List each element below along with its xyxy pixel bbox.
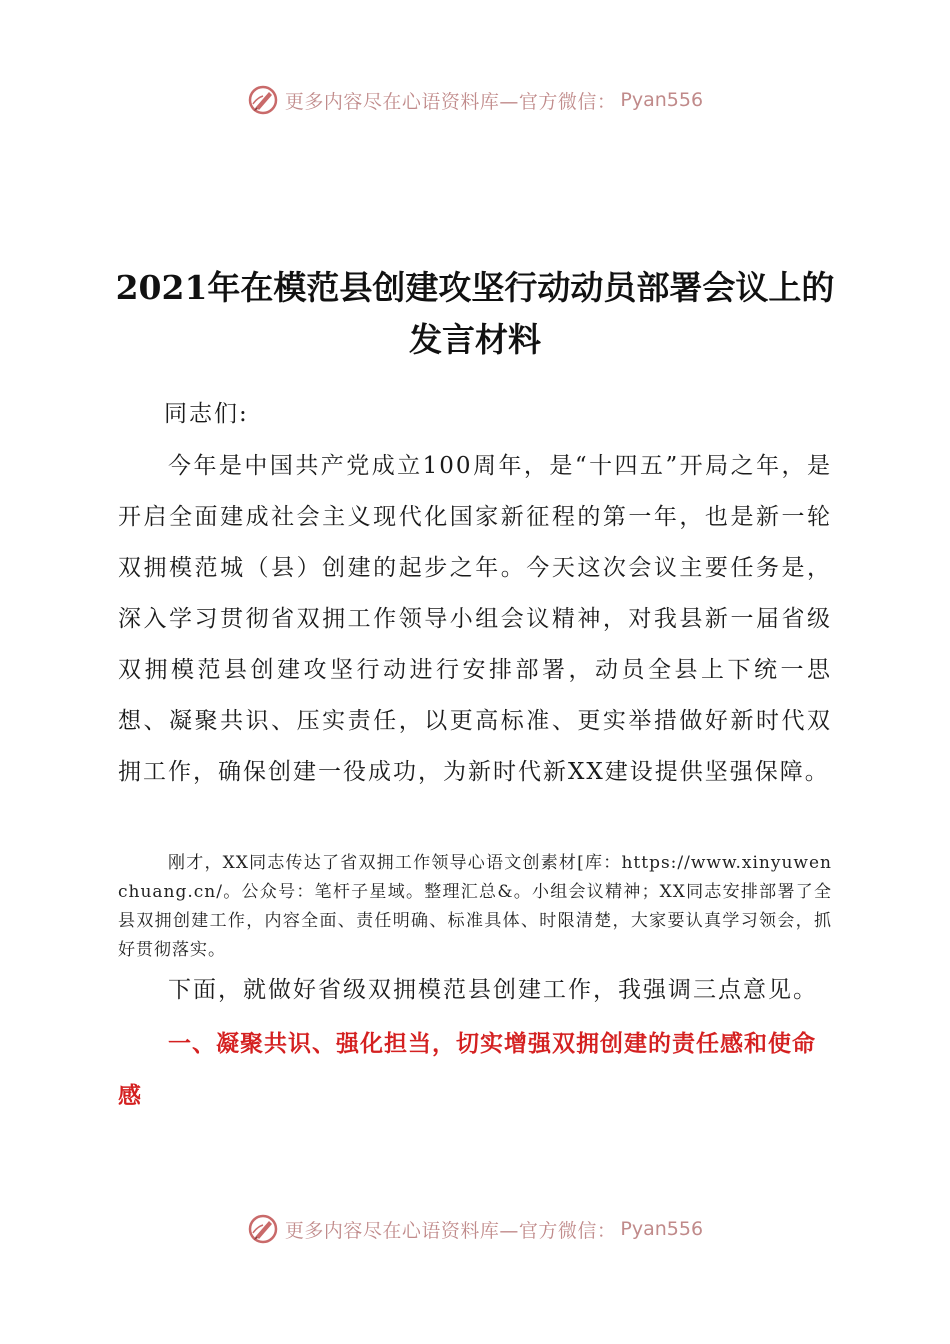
paragraph-2: 刚才，XX同志传达了省双拥工作领导心语文创素材[库：https://www.xinyuwenchuang.cn/。公众号：笔杆子星域。整理汇总&。小组会议精神；XX同志安排部署了全县双拥创建工作，内容全面、责任明确、标准具体、时限清楚，大家要认真学习领会，抓好贯彻落实。	[118, 853, 832, 960]
pen-logo-icon	[247, 1213, 279, 1245]
greeting: 同志们:	[164, 401, 249, 427]
watermark-footer	[0, 1213, 950, 1245]
section-heading-1: 一、凝聚共识、强化担当，切实增强双拥创建的责任感和使命感	[118, 1031, 816, 1109]
paragraph-3: 下面，就做好省级双拥模范县创建工作，我强调三点意见。	[168, 977, 818, 1003]
watermark-text: 更多内容尽在心语资料库—官方微信：	[284, 90, 617, 113]
watermark-header	[0, 84, 950, 116]
paragraph-1: 今年是中国共产党成立100周年，是“十四五”开局之年，是开启全面建成社会主义现代化国家新征程的第一年，也是新一轮双拥模范城（县）创建的起步之年。今天这次会议主要任务是，深入学习贯彻省双拥工作领导小组会议精神，对我县新一届省级双拥模范县创建攻坚行动进行安排部署，动员全县上下统一思想、凝聚共识、压实责任，以更高标准、更实举措做好新时代双拥工作，确保创建一役成功，为新时代新XX建设提供坚强保障。	[118, 453, 832, 785]
watermark-wechat-id: Pyan556	[620, 1218, 704, 1240]
watermark-wechat-id: Pyan556	[620, 89, 704, 111]
document-title: 2021年在模范县创建攻坚行动动员部署会议上的发言材料	[115, 268, 835, 359]
pen-logo-icon	[247, 84, 279, 116]
watermark-text: 更多内容尽在心语资料库—官方微信：	[284, 1219, 617, 1242]
